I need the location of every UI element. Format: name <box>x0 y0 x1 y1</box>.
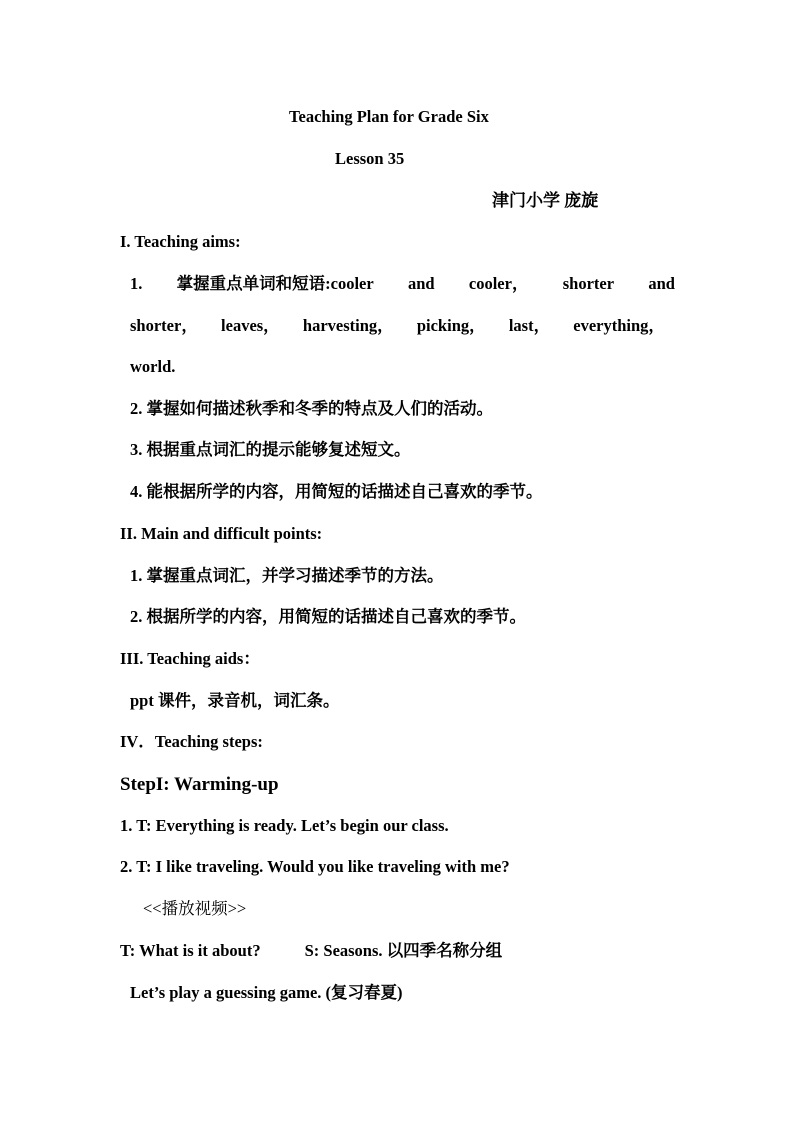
video-note: <<播放视频>> <box>143 899 247 918</box>
aims-item-1-line-3: world. <box>130 357 176 376</box>
section-heading-teaching-aims: I. Teaching aims: <box>120 232 241 251</box>
aims-word: and <box>408 274 435 293</box>
student-answer: S: Seasons. 以四季名称分组 <box>304 941 503 960</box>
step-1-title: StepI: Warming-up <box>120 774 279 795</box>
points-item-1: 1. 掌握重点词汇，并学习描述季节的方法。 <box>130 566 444 585</box>
teaching-aids-list: ppt 课件，录音机，词汇条。 <box>130 691 340 710</box>
aims-word: shorter <box>562 274 615 293</box>
aims-item-3: 3. 根据重点词汇的提示能够复述短文。 <box>130 440 411 459</box>
section-heading-main-points: II. Main and difficult points: <box>120 524 323 543</box>
guessing-game-line: Let’s play a guessing game. (复习春夏) <box>130 983 403 1002</box>
aims-word: cooler， <box>468 274 529 293</box>
aims-word: 1. <box>130 274 143 293</box>
aims-word: shorter， <box>130 316 198 335</box>
aims-word: and <box>648 274 675 293</box>
aims-item-2: 2. 掌握如何描述秋季和冬季的特点及人们的活动。 <box>130 399 493 418</box>
lesson-number: Lesson 35 <box>335 149 405 168</box>
aims-word: 掌握重点单词和短语:cooler <box>176 274 374 293</box>
aims-word: last， <box>508 316 551 335</box>
document-title: Teaching Plan for Grade Six <box>289 107 489 126</box>
author-line: 津门小学 庞旋 <box>492 191 599 210</box>
aims-item-1-line-2 <box>130 316 665 336</box>
points-item-2: 2. 根据所学的内容，用简短的话描述自己喜欢的季节。 <box>130 607 526 626</box>
aims-word: harvesting， <box>302 316 394 335</box>
section-heading-teaching-steps: IV．Teaching steps: <box>120 732 263 751</box>
aims-word: picking， <box>416 316 486 335</box>
section-heading-teaching-aids: III. Teaching aids： <box>120 649 260 668</box>
aims-word: leaves， <box>221 316 280 335</box>
aims-item-1-line-1 <box>130 274 675 294</box>
step-line-2: 2. T: I like traveling. Would you like traveling with me? <box>120 857 510 876</box>
step-line-1: 1. T: Everything is ready. Let’s begin our class. <box>120 816 449 835</box>
dialogue-line <box>120 941 502 961</box>
aims-word: everything， <box>573 316 665 335</box>
aims-item-4: 4. 能根据所学的内容，用简短的话描述自己喜欢的季节。 <box>130 482 543 501</box>
teacher-question: T: What is it about? <box>120 941 261 960</box>
